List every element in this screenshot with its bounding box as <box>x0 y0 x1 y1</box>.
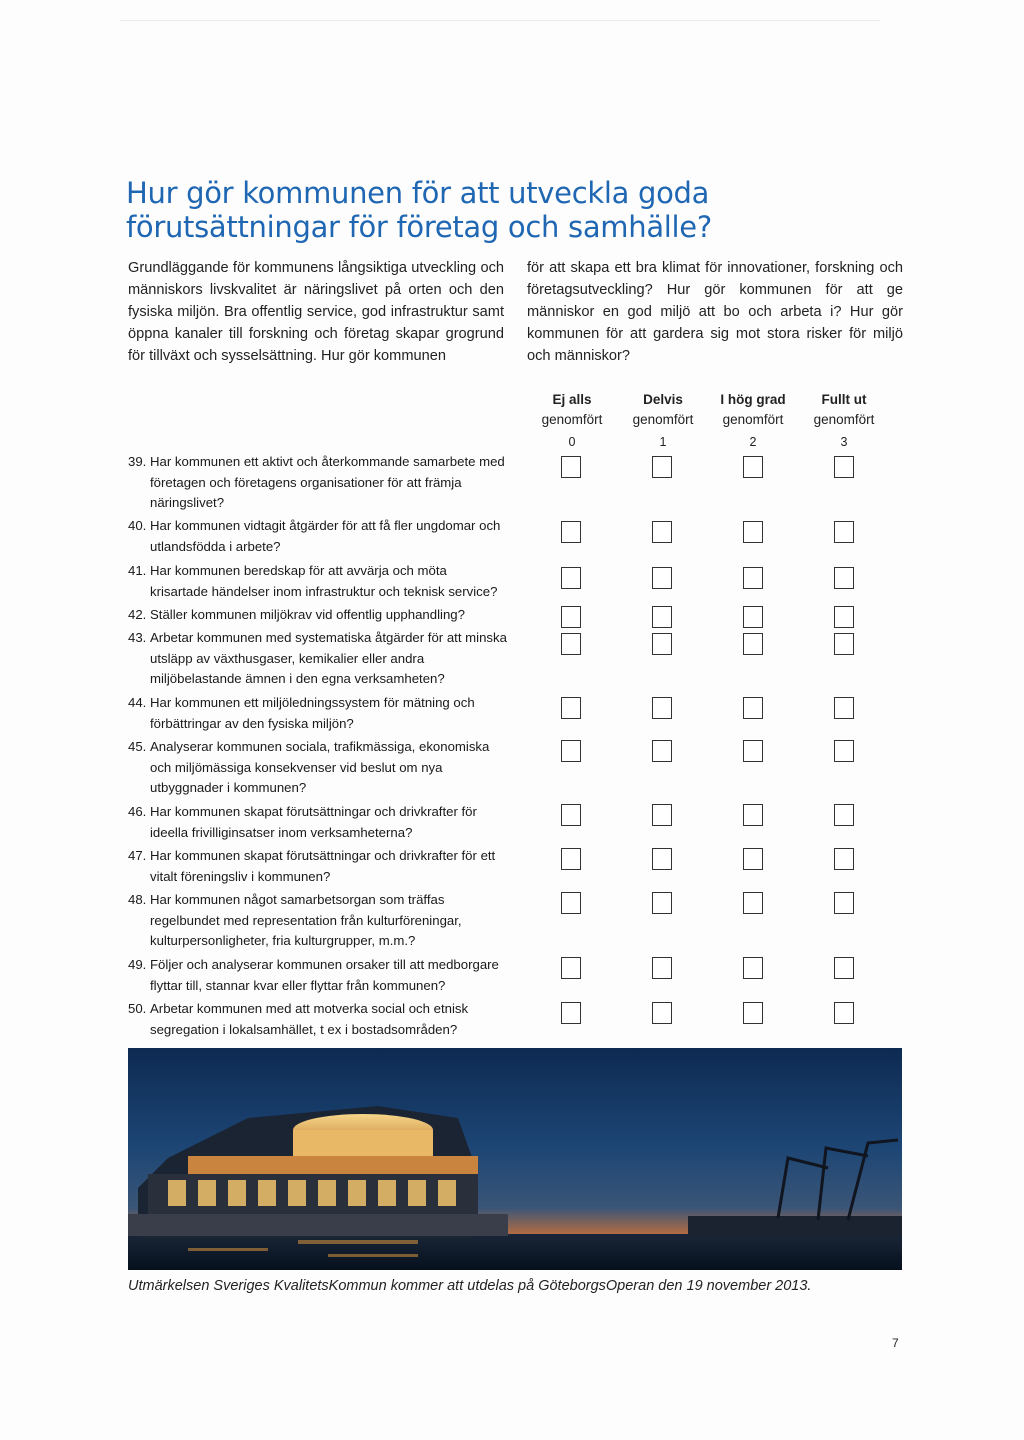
answer-checkbox-2[interactable] <box>743 521 763 543</box>
question-item <box>128 737 508 799</box>
answer-checkbox-0[interactable] <box>561 567 581 589</box>
answer-checkbox-0[interactable] <box>561 892 581 914</box>
answer-checkbox-1[interactable] <box>652 633 672 655</box>
question-item <box>128 693 508 734</box>
answer-checkbox-2[interactable] <box>743 740 763 762</box>
answer-checkbox-1[interactable] <box>652 740 672 762</box>
question-item <box>128 628 508 690</box>
scale-sublabel: genomfört <box>813 412 875 427</box>
answer-checkbox-2[interactable] <box>743 804 763 826</box>
scale-sublabel: genomfört <box>632 412 694 427</box>
answer-checkbox-3[interactable] <box>834 892 854 914</box>
answer-checkbox-2[interactable] <box>743 567 763 589</box>
answer-checkbox-2[interactable] <box>743 1002 763 1024</box>
answer-checkbox-2[interactable] <box>743 848 763 870</box>
question-text: Har kommunen ett aktivt och återkommande samarbete med företagen och företagens organisationer för att främja näringslivet? <box>150 454 505 510</box>
scale-value: 1 <box>659 435 667 449</box>
question-item <box>128 846 508 887</box>
question-item <box>128 890 508 952</box>
answer-checkbox-0[interactable] <box>561 456 581 478</box>
scale-label: I hög grad <box>720 392 786 407</box>
answer-checkbox-1[interactable] <box>652 957 672 979</box>
intro-paragraph-right: för att skapa ett bra klimat för innovationer, forskning och företagsutveckling? Hur gör kommunen för att ge människor en god miljö att bo och arbeta i? Hur gör kommunen för att gardera sig mot stora risker för miljö och människor? <box>527 260 903 364</box>
answer-checkbox-1[interactable] <box>652 848 672 870</box>
answer-checkbox-0[interactable] <box>561 633 581 655</box>
page-number: 7 <box>892 1336 899 1350</box>
page-title: Hur gör kommunen för att utveckla goda förutsättningar för företag och samhälle? <box>126 176 712 244</box>
answer-checkbox-0[interactable] <box>561 740 581 762</box>
answer-checkbox-2[interactable] <box>743 892 763 914</box>
question-text: Har kommunen skapat förutsättningar och drivkrafter för ideella frivilliginsatser inom verksamheterna? <box>150 804 477 840</box>
question-item <box>128 999 508 1040</box>
scale-sublabel: genomfört <box>722 412 784 427</box>
answer-checkbox-0[interactable] <box>561 606 581 628</box>
answer-checkbox-3[interactable] <box>834 567 854 589</box>
answer-checkbox-2[interactable] <box>743 957 763 979</box>
answer-checkbox-0[interactable] <box>561 1002 581 1024</box>
question-item <box>128 516 508 557</box>
scale-column-1 <box>617 390 709 452</box>
answer-checkbox-1[interactable] <box>652 456 672 478</box>
question-text: Har kommunen beredskap för att avvärja och möta krisartade händelser inom infrastruktur och teknisk service? <box>150 563 498 599</box>
answer-checkbox-3[interactable] <box>834 1002 854 1024</box>
top-rule <box>120 20 880 21</box>
scale-label: Fullt ut <box>821 392 867 407</box>
question-text: Arbetar kommunen med att motverka social och etnisk segregation i lokalsamhället, t ex i bostadsområden? <box>150 1001 469 1037</box>
scale-sublabel: genomfört <box>541 412 603 427</box>
question-item <box>128 561 508 602</box>
question-text: Har kommunen ett miljöledningssystem för mätning och förbättringar av den fysiska miljön? <box>150 695 475 731</box>
question-number: 43. <box>128 630 147 645</box>
answer-checkbox-0[interactable] <box>561 697 581 719</box>
answer-checkbox-1[interactable] <box>652 892 672 914</box>
answer-checkbox-1[interactable] <box>652 1002 672 1024</box>
question-item <box>128 452 508 514</box>
answer-checkbox-2[interactable] <box>743 456 763 478</box>
question-text: Ställer kommunen miljökrav vid offentlig upphandling? <box>150 607 465 622</box>
answer-checkbox-1[interactable] <box>652 606 672 628</box>
answer-checkbox-3[interactable] <box>834 633 854 655</box>
question-text: Analyserar kommunen sociala, trafikmässiga, ekonomiska och miljömässiga konsekvenser vid beslut om nya utbyggnader i kommunen? <box>150 739 490 795</box>
scale-column-0 <box>526 390 618 452</box>
question-number: 42. <box>128 607 147 622</box>
answer-checkbox-1[interactable] <box>652 697 672 719</box>
scale-label: Ej alls <box>552 392 592 407</box>
answer-checkbox-3[interactable] <box>834 957 854 979</box>
question-number: 49. <box>128 957 147 972</box>
question-text: Har kommunen skapat förutsättningar och drivkrafter för ett vitalt föreningsliv i kommunen? <box>150 848 496 884</box>
answer-checkbox-1[interactable] <box>652 804 672 826</box>
question-number: 50. <box>128 1001 147 1016</box>
question-number: 41. <box>128 563 147 578</box>
question-text: Arbetar kommunen med systematiska åtgärder för att minska utsläpp av växthusgaser, kemikalier eller andra miljöbelastande ämnen i den egna verksamheten? <box>150 630 507 686</box>
answer-checkbox-0[interactable] <box>561 804 581 826</box>
question-text: Har kommunen något samarbetsorgan som träffas regelbundet med representation från kulturföreningar, kulturpersonligheter, fria kulturgrupper, m.m.? <box>150 892 462 948</box>
scale-column-3 <box>798 390 890 452</box>
question-item <box>128 955 508 996</box>
answer-checkbox-3[interactable] <box>834 848 854 870</box>
question-text: Följer och analyserar kommunen orsaker till att medborgare flyttar till, stannar kvar eller flyttar från kommunen? <box>150 957 499 993</box>
answer-checkbox-3[interactable] <box>834 606 854 628</box>
answer-checkbox-0[interactable] <box>561 521 581 543</box>
question-number: 47. <box>128 848 147 863</box>
answer-checkbox-2[interactable] <box>743 606 763 628</box>
answer-checkbox-3[interactable] <box>834 521 854 543</box>
answer-checkbox-3[interactable] <box>834 697 854 719</box>
scale-label: Delvis <box>643 392 683 407</box>
answer-checkbox-0[interactable] <box>561 848 581 870</box>
answer-checkbox-3[interactable] <box>834 740 854 762</box>
answer-checkbox-3[interactable] <box>834 804 854 826</box>
scale-column-2 <box>707 390 799 452</box>
opera-house-photo <box>128 1048 902 1270</box>
scale-value: 0 <box>568 435 576 449</box>
question-number: 45. <box>128 739 147 754</box>
intro-paragraph-left: Grundläggande för kommunens långsiktiga utveckling och människors livskvalitet är näringslivet på orten och den fysiska miljön. Bra offentlig service, god infrastruktur samt öppna kanaler till forskning och företag skapar grogrund för tillväxt och sysselsättning. Hur gör kommunen <box>128 260 504 364</box>
question-text: Har kommunen vidtagit åtgärder för att få fler ungdomar och utlandsfödda i arbete? <box>150 518 501 554</box>
question-number: 40. <box>128 518 147 533</box>
question-item <box>128 802 508 843</box>
question-item <box>128 605 508 626</box>
photo-caption: Utmärkelsen Sveriges KvalitetsKommun kommer att utdelas på GöteborgsOperan den 19 november 2013. <box>128 1278 812 1294</box>
question-number: 46. <box>128 804 147 819</box>
question-number: 44. <box>128 695 147 710</box>
answer-checkbox-2[interactable] <box>743 633 763 655</box>
answer-checkbox-1[interactable] <box>652 567 672 589</box>
question-number: 39. <box>128 454 147 469</box>
answer-checkbox-1[interactable] <box>652 521 672 543</box>
answer-checkbox-3[interactable] <box>834 456 854 478</box>
answer-checkbox-0[interactable] <box>561 957 581 979</box>
answer-checkbox-2[interactable] <box>743 697 763 719</box>
scale-value: 2 <box>749 435 757 449</box>
scale-value: 3 <box>840 435 848 449</box>
question-number: 48. <box>128 892 147 907</box>
